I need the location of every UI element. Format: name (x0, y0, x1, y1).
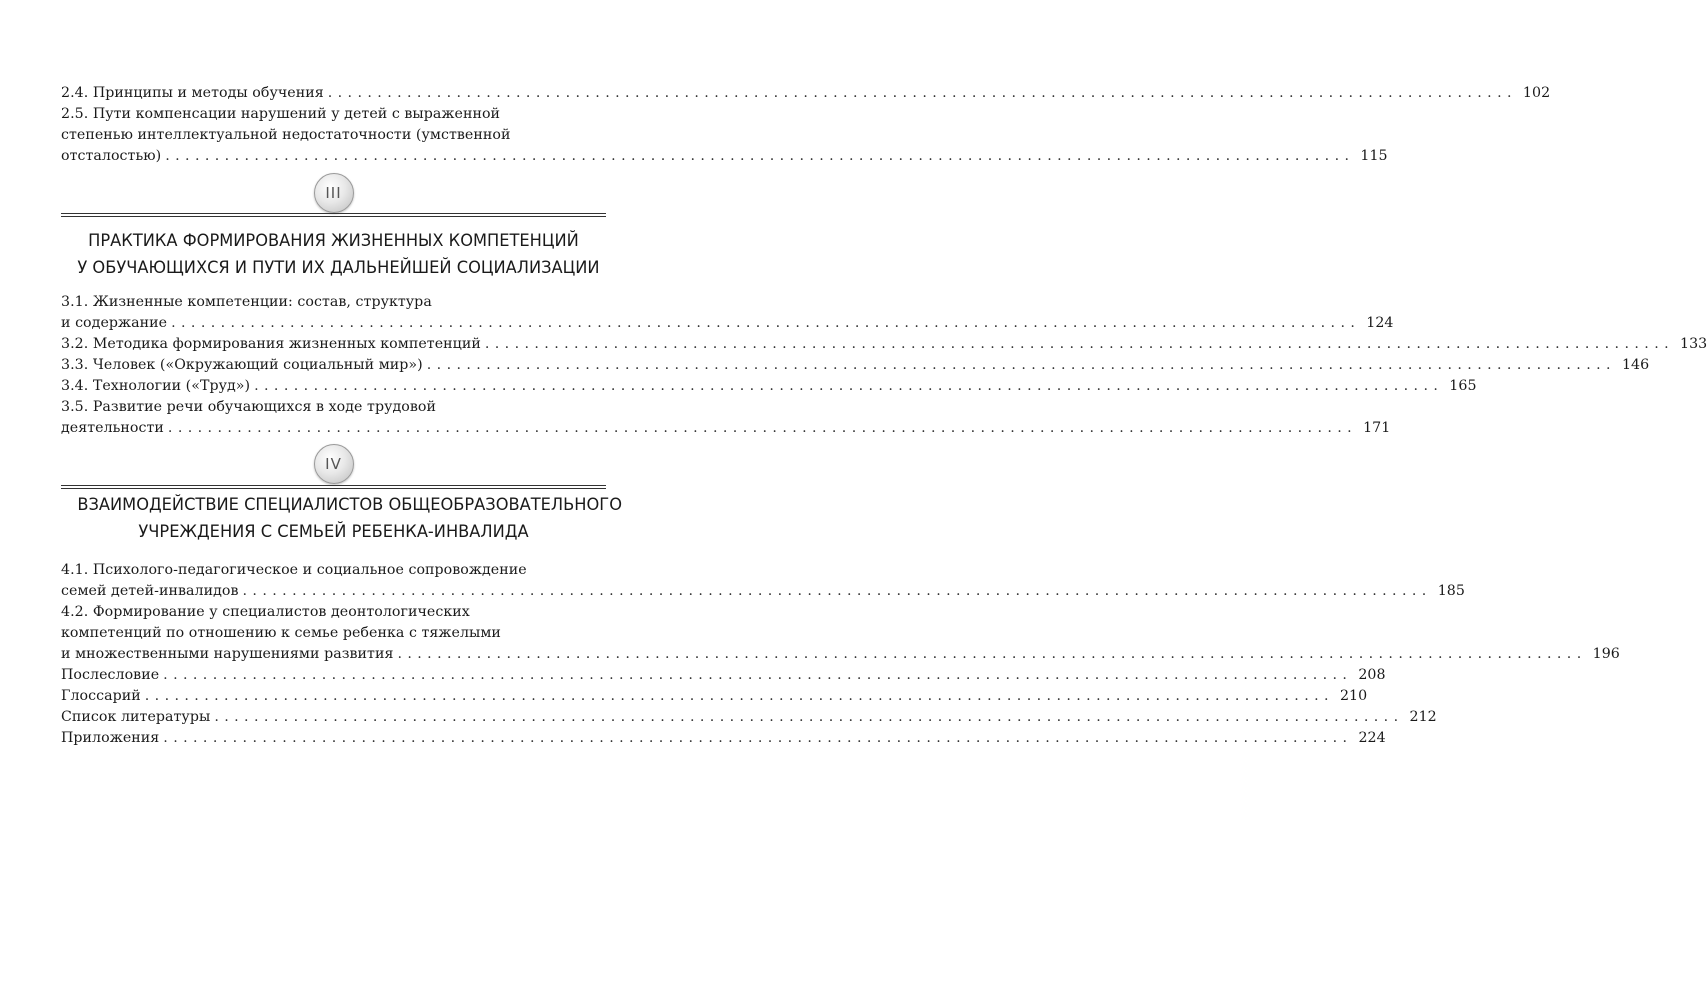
toc-entry-last-line (61, 665, 1386, 686)
toc-entry[interactable] (61, 355, 1650, 376)
toc-entry-text-line: 4.1. Психолого-педагогическое и социальное сопровождение (61, 562, 527, 578)
toc-dot-leader: ........................................................................................................................ (165, 148, 1355, 164)
toc-dot-leader: ........................................................................................................................ (167, 420, 1358, 436)
toc-page-number: 224 (1358, 730, 1386, 746)
toc-entry-last-line (61, 686, 1368, 707)
toc-part4 (61, 560, 1620, 749)
part4-title-line-2: УЧРЕЖДЕНИЯ С СЕМЬЕЙ РЕБЕНКА-ИНВАЛИДА (138, 522, 529, 542)
toc-entry-title: Послесловие (61, 667, 160, 683)
toc-entry-title: 3.2. Методика формирования жизненных компетенций (61, 336, 481, 352)
toc-page-number: 185 (1437, 583, 1465, 599)
toc-entry-text-line: 4.2. Формирование у специалистов деонтологических (61, 604, 470, 620)
toc-dot-leader: ........................................................................................................................ (484, 336, 1675, 352)
toc-entry[interactable] (61, 292, 1394, 334)
part3-title (77, 228, 600, 282)
part3-numeral-badge: III (314, 173, 354, 213)
part4-double-rule (61, 485, 606, 490)
toc-entry-last-line (61, 355, 1650, 376)
toc-entry-title: 2.4. Принципы и методы обучения (61, 85, 324, 101)
toc-dot-leader: ........................................................................................................................ (426, 357, 1616, 373)
part3-badge-wrap (61, 173, 606, 213)
toc-dot-leader: ........................................................................................................................ (163, 667, 1353, 683)
toc-entry-text-line: 3.1. Жизненные компетенции: состав, структура (61, 294, 432, 310)
toc-dot-leader: ........................................................................................................................ (254, 378, 1444, 394)
toc-page-number: 146 (1621, 357, 1650, 373)
toc-entry-title: Приложения (61, 730, 160, 746)
toc-entry-last-line (61, 728, 1386, 749)
toc-dot-leader: ........................................................................................................................ (214, 709, 1404, 725)
toc-page-number: 165 (1449, 378, 1477, 394)
toc-page-number: 212 (1409, 709, 1437, 725)
toc-entry[interactable] (61, 728, 1386, 749)
toc-dot-leader: ........................................................................................................................ (171, 315, 1361, 331)
toc-entry-text-line: 2.5. Пути компенсации нарушений у детей с выраженной (61, 106, 501, 122)
toc-page-number: 115 (1360, 148, 1388, 164)
toc-entry-last-line (61, 581, 1465, 602)
toc-entry[interactable] (61, 602, 1620, 665)
toc-entry[interactable] (61, 686, 1368, 707)
toc-part3 (61, 292, 1707, 439)
toc-entry-last-line (61, 83, 1551, 104)
toc-page-number: 210 (1339, 688, 1368, 704)
toc-entry-last-line (61, 146, 1388, 167)
toc-page-number: 102 (1522, 85, 1551, 101)
toc-dot-leader: ........................................................................................................................ (144, 688, 1334, 704)
toc-entry-title: 3.4. Технологии («Труд») (61, 378, 251, 394)
part3-title-line-1: ПРАКТИКА ФОРМИРОВАНИЯ ЖИЗНЕННЫХ КОМПЕТЕНЦИЙ (88, 231, 579, 251)
toc-entry-title: Глоссарий (61, 688, 141, 704)
toc-entry[interactable] (61, 665, 1386, 686)
toc-entry-title: деятельности (61, 420, 164, 436)
toc-entry[interactable] (61, 376, 1477, 397)
toc-entry-last-line (61, 334, 1707, 355)
toc-entry-text-line: 3.5. Развитие речи обучающихся в ходе трудовой (61, 399, 436, 415)
toc-entry-title: Список литературы (61, 709, 211, 725)
toc-entry-title: 3.3. Человек («Окружающий социальный мир») (61, 357, 423, 373)
toc-entry-last-line (61, 418, 1391, 439)
part4-title (77, 492, 622, 546)
toc-page-number: 208 (1358, 667, 1386, 683)
toc-entry-last-line (61, 644, 1620, 665)
toc-entry-text-line: компетенций по отношению к семье ребенка с тяжелыми (61, 625, 501, 641)
toc-entry-last-line (61, 313, 1394, 334)
toc-entry[interactable] (61, 397, 1391, 439)
toc-page-number: 196 (1592, 646, 1620, 662)
toc-dot-leader: ........................................................................................................................ (163, 730, 1353, 746)
part4-title-line-1: ВЗАИМОДЕЙСТВИЕ СПЕЦИАЛИСТОВ ОБЩЕОБРАЗОВАТЕЛЬНОГО (77, 495, 622, 515)
toc-entry[interactable] (61, 334, 1707, 355)
part4-badge-wrap (61, 444, 606, 484)
toc-entry-title: и содержание (61, 315, 168, 331)
toc-dot-leader: ........................................................................................................................ (327, 85, 1517, 101)
part3-double-rule (61, 213, 606, 218)
toc-entry-title: семей детей-инвалидов (61, 583, 239, 599)
toc-entry-title: отсталостью) (61, 148, 162, 164)
toc-entry[interactable] (61, 83, 1551, 104)
toc-entry[interactable] (61, 104, 1388, 167)
toc-entry-text-line: степенью интеллектуальной недостаточности (умственной (61, 127, 511, 143)
part3-title-line-2: У ОБУЧАЮЩИХСЯ И ПУТИ ИХ ДАЛЬНЕЙШЕЙ СОЦИАЛИЗАЦИИ (77, 258, 600, 278)
toc-entry-title: и множественными нарушениями развития (61, 646, 394, 662)
toc-entry[interactable] (61, 560, 1465, 602)
toc-page-number: 133 (1680, 336, 1707, 352)
toc-entry-last-line (61, 707, 1437, 728)
toc-dot-leader: ........................................................................................................................ (242, 583, 1432, 599)
toc-part2-tail (61, 83, 1551, 167)
toc-entry-last-line (61, 376, 1477, 397)
part4-numeral-badge: IV (314, 444, 354, 484)
toc-page-number: 171 (1363, 420, 1391, 436)
toc-page-number: 124 (1366, 315, 1394, 331)
toc-dot-leader: ........................................................................................................................ (397, 646, 1587, 662)
toc-entry[interactable] (61, 707, 1437, 728)
